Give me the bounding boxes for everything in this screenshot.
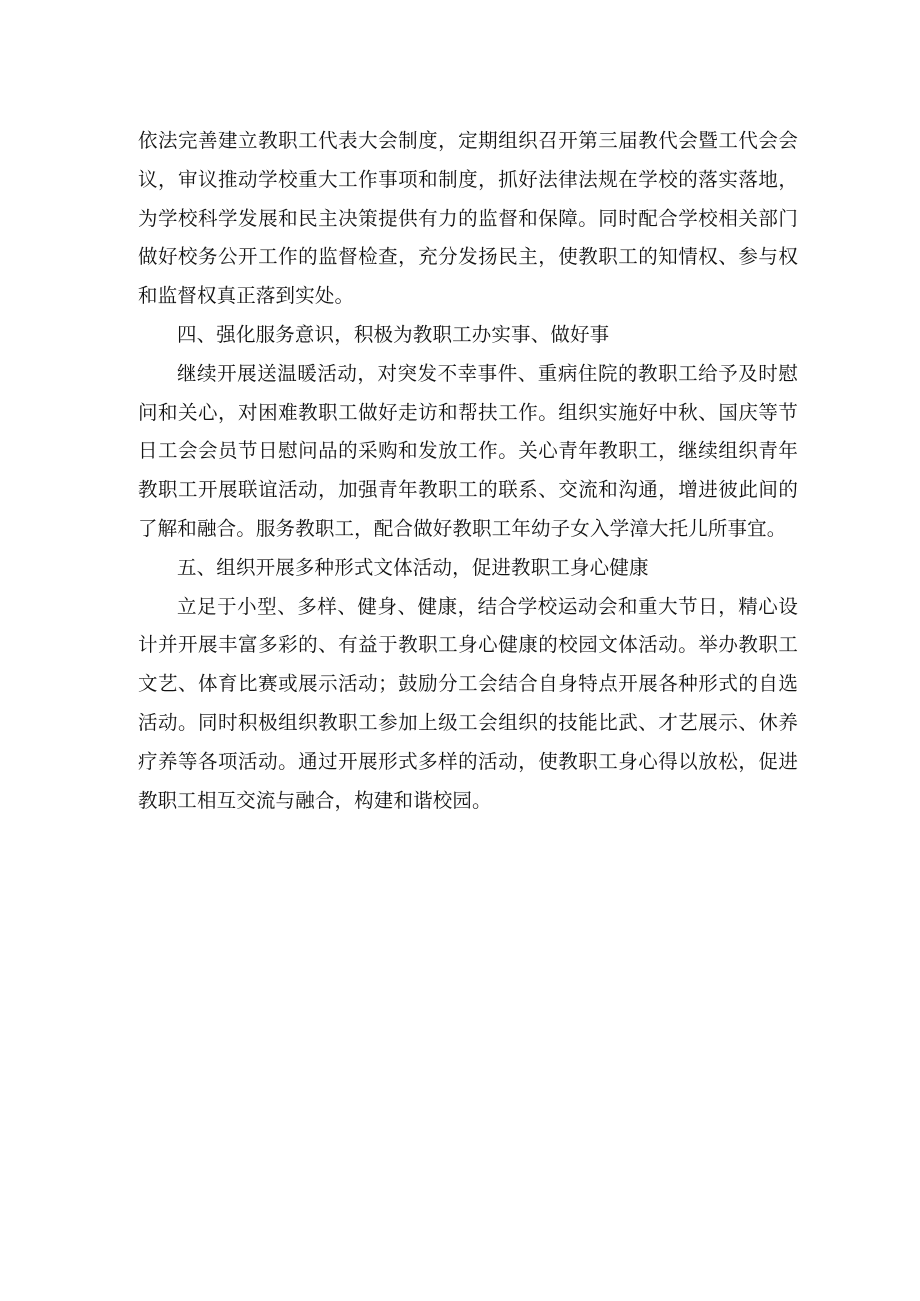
document-body: [138, 122, 798, 820]
paragraph-cultural-sports: 立足于小型、多样、健身、健康，结合学校运动会和重大节日，精心设计并开展丰富多彩的、有益于教职工身心健康的校园文体活动。举办教职工文艺、体育比赛或展示活动；鼓励分工会结合自身特点开展各种形式的自选活动。同时积极组织教职工参加上级工会组织的技能比武、才艺展示、休养疗养等各项活动。通过开展形式多样的活动，使教职工身心得以放松，促进教职工相互交流与融合，构建和谐校园。: [138, 594, 798, 812]
section-heading-five: 五、组织开展多种形式文体活动，促进教职工身心健康: [177, 555, 649, 579]
paragraph-warmth-service: 继续开展送温暖活动，对突发不幸事件、重病住院的教职工给予及时慰问和关心，对困难教职工做好走访和帮扶工作。组织实施好中秋、国庆等节日工会会员节日慰问品的采购和发放工作。关心青年教职工，继续组织青年教职工开展联谊活动，加强青年教职工的联系、交流和沟通，增进彼此间的了解和融合。服务教职工，配合做好教职工年幼子女入学漳大托儿所事宜。: [138, 361, 798, 540]
section-heading-four: 四、强化服务意识，积极为教职工办实事、做好事: [177, 322, 610, 346]
paragraph-democratic-management: 依法完善建立教职工代表大会制度，定期组织召开第三届教代会暨工代会会议，审议推动学校重大工作事项和制度，抓好法律法规在学校的落实落地，为学校科学发展和民主决策提供有力的监督和保障。同时配合学校相关部门做好校务公开工作的监督检查，充分发扬民主，使教职工的知情权、参与权和监督权真正落到实处。: [138, 129, 798, 308]
